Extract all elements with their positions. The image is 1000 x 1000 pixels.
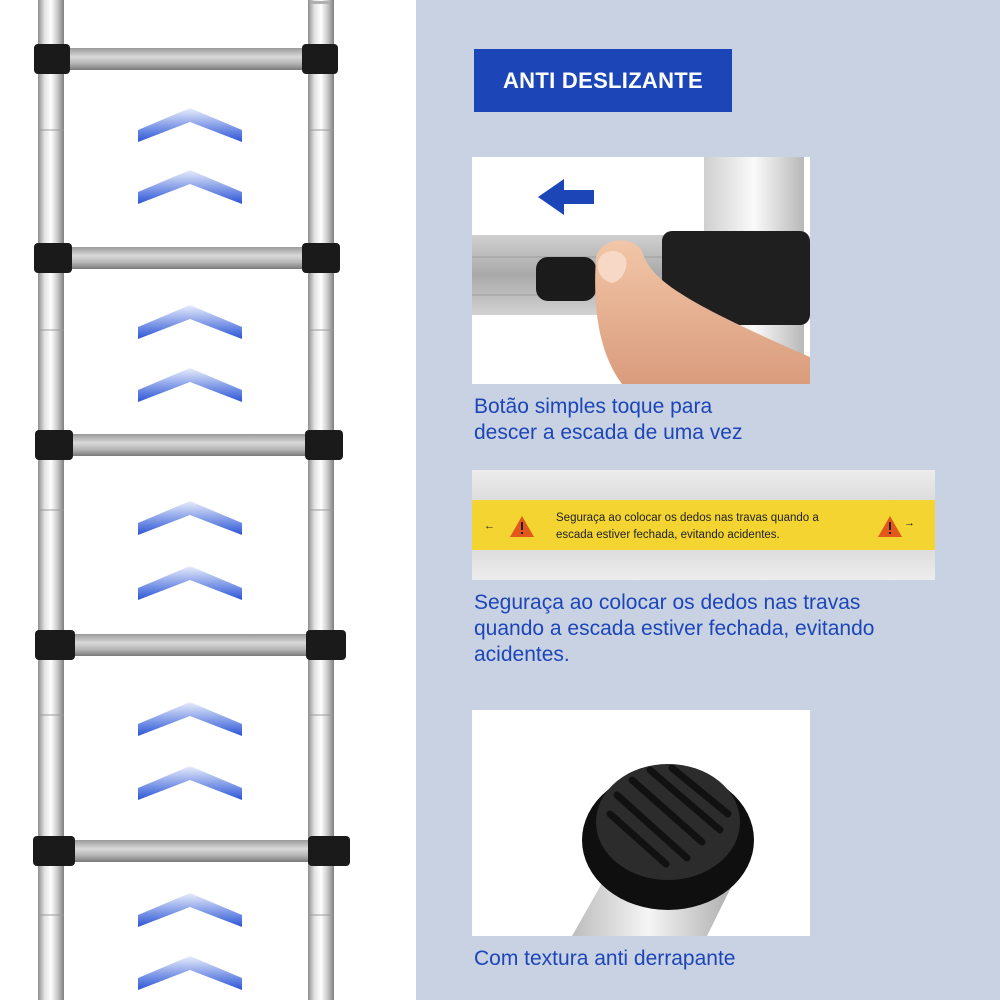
finger-safety-caption: Seguraça ao colocar os dedos nas travas quando a escada estiver fechada, evitando acidentes. <box>474 591 875 666</box>
chevron-up-icon <box>138 305 242 339</box>
rubber-foot-photo <box>472 710 810 936</box>
ladder-rung <box>34 243 340 273</box>
chevron-up-icon <box>138 702 242 736</box>
release-button-caption: Botão simples toque para descer a escada de uma vez <box>474 395 743 444</box>
telescopic-ladder-image <box>0 0 416 1000</box>
chevron-up-icon <box>138 893 242 927</box>
release-button-photo <box>472 157 810 384</box>
ladder-panel <box>0 0 416 1000</box>
warning-label-photo <box>472 470 935 580</box>
ladder-rung <box>34 44 338 74</box>
chevron-up-icon <box>138 566 242 600</box>
anti-slip-texture-caption: Com textura anti derrapante <box>474 947 736 970</box>
svg-text:→: → <box>904 517 915 529</box>
ladder-rung <box>35 630 346 660</box>
warning-label-line-2: escada estiver fechada, evitando acidentes. <box>556 529 780 541</box>
chevron-up-icon <box>138 501 242 535</box>
chevron-up-icon <box>138 108 242 142</box>
chevron-up-icon <box>138 170 242 204</box>
chevron-up-icon <box>138 368 242 402</box>
anti-slip-badge: ANTI DESLIZANTE <box>474 49 732 112</box>
chevron-up-icon <box>138 956 242 990</box>
ladder-rung <box>35 430 343 460</box>
ladder-rung <box>33 836 350 866</box>
svg-text:←: ← <box>484 520 495 532</box>
chevron-up-icon <box>138 766 242 800</box>
warning-label-line-1: Seguraça ao colocar os dedos nas travas quando a <box>556 512 819 524</box>
